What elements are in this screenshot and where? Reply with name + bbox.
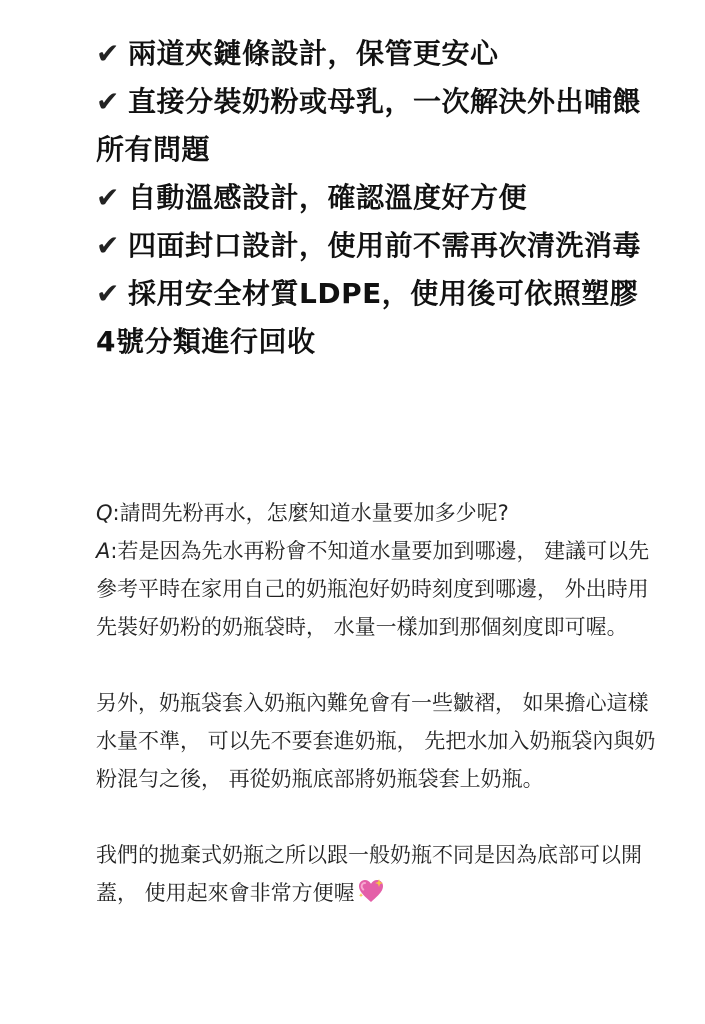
- feature-text: 自動溫感設計，確認溫度好方便: [128, 181, 528, 214]
- feature-item: [96, 78, 656, 174]
- feature-text: 兩道夾鏈條設計，保管更安心: [128, 37, 499, 70]
- feature-text: 採用安全材質LDPE，使用後可依照塑膠4號分類進行回收: [96, 277, 639, 358]
- feature-item: [96, 270, 656, 366]
- feature-item: [96, 222, 656, 270]
- feature-list: [96, 30, 656, 366]
- paragraph-wrinkles: 另外，奶瓶袋套入奶瓶內難免會有一些皺褶， 如果擔心這樣水量不準， 可以先不要套進奶瓶， 先把水加入奶瓶袋內與奶粉混勻之後， 再從奶瓶底部將奶瓶袋套上奶瓶。: [96, 691, 656, 791]
- question-text: :請問先粉再水，怎麼知道水量要加多少呢?: [112, 501, 509, 525]
- qa-section: [96, 494, 656, 912]
- feature-item: [96, 174, 656, 222]
- feature-text: 四面封口設計，使用前不需再次清洗消毒: [128, 229, 642, 262]
- sparkling-heart-icon: [357, 878, 385, 904]
- check-mark-icon: ✔: [96, 37, 120, 70]
- paragraph-bottom-lid: [96, 836, 656, 912]
- question-label: Q: [96, 501, 113, 525]
- answer: [96, 532, 656, 646]
- answer-text: :若是因為先水再粉會不知道水量要加到哪邊， 建議可以先參考平時在家用自己的奶瓶泡好奶時刻度到哪邊， 外出時用先裝好奶粉的奶瓶袋時， 水量一樣加到那個刻度即可喔。: [96, 539, 650, 639]
- question: [96, 494, 656, 532]
- check-mark-icon: ✔: [96, 277, 120, 310]
- feature-text: 直接分裝奶粉或母乳，一次解決外出哺餵所有問題: [96, 85, 642, 166]
- check-mark-icon: ✔: [96, 229, 120, 262]
- check-mark-icon: ✔: [96, 181, 120, 214]
- feature-item: [96, 30, 656, 78]
- answer-label: A: [96, 539, 111, 563]
- check-mark-icon: ✔: [96, 85, 120, 118]
- paragraph-bottom-lid-text: 我們的拋棄式奶瓶之所以跟一般奶瓶不同是因為底部可以開蓋， 使用起來會非常方便喔: [96, 843, 642, 905]
